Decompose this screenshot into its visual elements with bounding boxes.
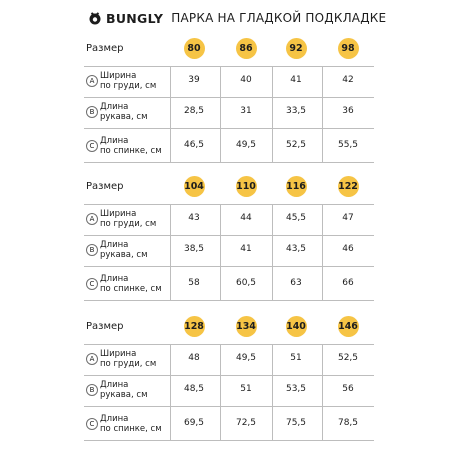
table-cell: 69,5	[183, 418, 205, 428]
table-cell: 52,5	[285, 140, 307, 150]
brand-name: BUNGLY	[106, 10, 164, 26]
row-label: Длина по спинке, см	[100, 274, 162, 294]
column-divider	[272, 204, 273, 300]
divider	[84, 204, 374, 205]
table-cell: 45,5	[285, 213, 307, 223]
table-cell: 51	[290, 353, 302, 363]
column-divider	[272, 66, 273, 162]
size-table	[0, 312, 450, 438]
row-letter-badge: A	[86, 213, 98, 225]
table-cell: 41	[240, 244, 252, 254]
row-letter-badge: B	[86, 384, 98, 396]
table-cell: 48,5	[183, 384, 205, 394]
row-letter-badge: C	[86, 418, 98, 430]
table-cell: 41	[290, 75, 302, 85]
table-cell: 55,5	[337, 140, 359, 150]
divider	[84, 300, 374, 301]
row-letter-badge: A	[86, 353, 98, 365]
table-cell: 46,5	[183, 140, 205, 150]
size-label: Размер	[86, 181, 124, 192]
table-cell: 44	[240, 213, 252, 223]
row-label: Ширина по груди, см	[100, 71, 157, 91]
column-divider	[220, 204, 221, 300]
table-cell: 43	[188, 213, 200, 223]
size-badge: 146	[338, 316, 359, 337]
size-badge: 98	[338, 38, 359, 59]
table-cell: 28,5	[183, 106, 205, 116]
table-cell: 36	[342, 106, 354, 116]
table-cell: 48	[188, 353, 200, 363]
column-divider	[322, 66, 323, 162]
table-cell: 43,5	[285, 244, 307, 254]
column-divider	[170, 66, 171, 162]
table-cell: 53,5	[285, 384, 307, 394]
table-cell: 40	[240, 75, 252, 85]
table-cell: 33,5	[285, 106, 307, 116]
column-divider	[220, 66, 221, 162]
divider	[84, 344, 374, 345]
row-label: Длина рукава, см	[100, 102, 148, 122]
row-label: Длина рукава, см	[100, 380, 148, 400]
size-label: Размер	[86, 43, 124, 54]
divider	[84, 440, 374, 441]
table-cell: 47	[342, 213, 354, 223]
divider	[84, 406, 374, 407]
row-label: Длина рукава, см	[100, 240, 148, 260]
column-divider	[170, 204, 171, 300]
divider	[84, 235, 374, 236]
size-label: Размер	[86, 321, 124, 332]
column-divider	[322, 344, 323, 440]
table-cell: 63	[290, 278, 302, 288]
row-label: Длина по спинке, см	[100, 414, 162, 434]
table-cell: 56	[342, 384, 354, 394]
page-title: ПАРКА НА ГЛАДКОЙ ПОДКЛАДКЕ	[171, 11, 387, 25]
size-badge: 80	[184, 38, 205, 59]
size-table	[0, 34, 450, 160]
table-cell: 38,5	[183, 244, 205, 254]
row-label: Ширина по груди, см	[100, 349, 157, 369]
divider	[84, 128, 374, 129]
size-badge: 110	[236, 176, 257, 197]
column-divider	[220, 344, 221, 440]
size-badge: 134	[236, 316, 257, 337]
table-cell: 75,5	[285, 418, 307, 428]
size-badge: 104	[184, 176, 205, 197]
table-cell: 78,5	[337, 418, 359, 428]
size-badge: 128	[184, 316, 205, 337]
size-badge: 86	[236, 38, 257, 59]
column-divider	[322, 204, 323, 300]
size-badge: 122	[338, 176, 359, 197]
table-cell: 49,5	[235, 353, 257, 363]
table-cell: 60,5	[235, 278, 257, 288]
table-cell: 49,5	[235, 140, 257, 150]
size-badge: 116	[286, 176, 307, 197]
divider	[84, 375, 374, 376]
table-cell: 58	[188, 278, 200, 288]
table-cell: 72,5	[235, 418, 257, 428]
table-cell: 31	[240, 106, 252, 116]
table-cell: 52,5	[337, 353, 359, 363]
table-cell: 39	[188, 75, 200, 85]
column-divider	[272, 344, 273, 440]
table-cell: 42	[342, 75, 354, 85]
divider	[84, 97, 374, 98]
table-cell: 46	[342, 244, 354, 254]
table-cell: 66	[342, 278, 354, 288]
row-letter-badge: C	[86, 140, 98, 152]
size-table	[0, 172, 450, 298]
divider	[84, 266, 374, 267]
column-divider	[170, 344, 171, 440]
header	[88, 8, 388, 28]
size-badge: 140	[286, 316, 307, 337]
row-letter-badge: A	[86, 75, 98, 87]
divider	[84, 66, 374, 67]
row-letter-badge: B	[86, 106, 98, 118]
row-letter-badge: C	[86, 278, 98, 290]
row-letter-badge: B	[86, 244, 98, 256]
divider	[84, 162, 374, 163]
size-badge: 92	[286, 38, 307, 59]
row-label: Ширина по груди, см	[100, 209, 157, 229]
row-label: Длина по спинке, см	[100, 136, 162, 156]
table-cell: 51	[240, 384, 252, 394]
bungly-logo-icon	[88, 11, 102, 25]
